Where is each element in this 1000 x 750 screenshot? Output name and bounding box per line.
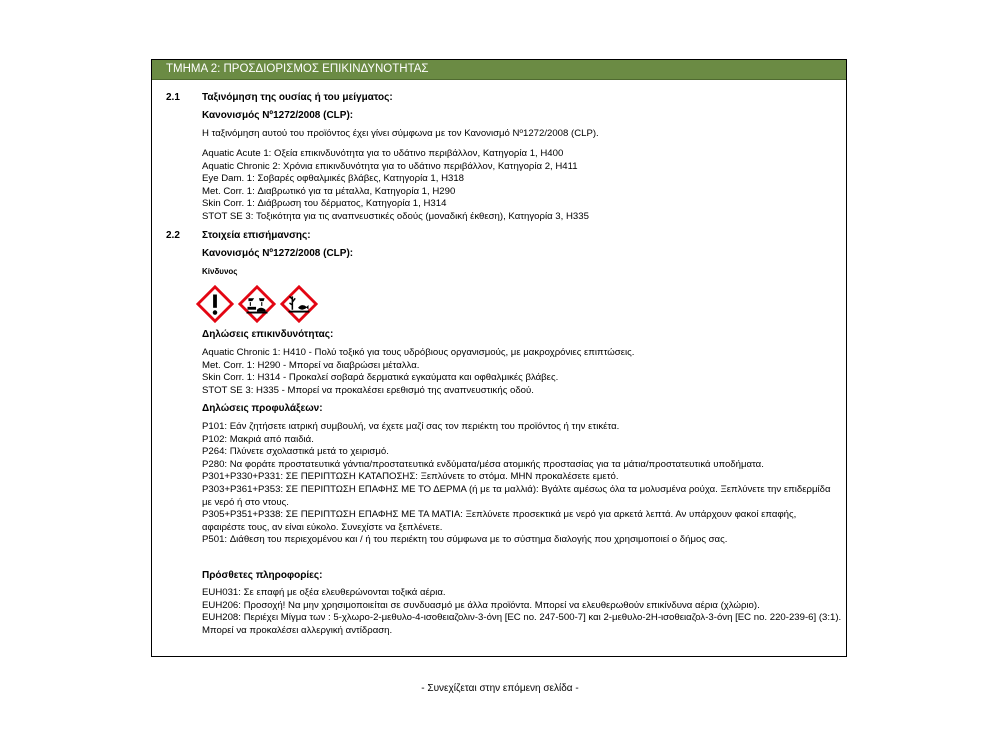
list-item: Met. Corr. 1: H290 - Μπορεί να διαβρώσει μέταλλα. (202, 359, 420, 371)
continue-note: - Συνεχίζεται στην επόμενη σελίδα - (421, 683, 579, 694)
corrosion-icon (238, 285, 276, 323)
precaution-heading: Δηλώσεις προφυλάξεων: (202, 403, 323, 414)
additional-info (202, 587, 842, 637)
list-item: STOT SE 3: H335 - Μπορεί να προκαλέσει ερεθισμό της αναπνευστικής οδού. (202, 384, 534, 396)
signal-word: Κίνδυνος (202, 267, 238, 276)
s21-regulation: Κανονισμός Νº1272/2008 (CLP): (202, 110, 354, 121)
s22-number: 2.2 (166, 230, 180, 241)
s21-title: Ταξινόμηση της ουσίας ή του μείγματος: (202, 92, 393, 103)
list-item: Aquatic Chronic 1: H410 - Πολύ τοξικό για τους υδρόβιους οργανισμούς, με μακροχρόνιες επιπτώσεις. (202, 347, 635, 358)
s22-title: Στοιχεία επισήμανσης: (202, 230, 311, 241)
section-header: ΤΜΗΜΑ 2: ΠΡΟΣΔΙΟΡΙΣΜΟΣ ΕΠΙΚΙΝΔΥΝΟΤΗΤΑΣ (152, 60, 846, 80)
list-item: EUH208: Περιέχει Μίγμα των : 5-χλωρο-2-μεθυλο-4-ισοθειαζολιν-3-όνη [EC no. 247-500-7] και 2-μεθυλο-2Η-ισοθειαζολ-3-όνη [EC no. 220-239-6] (3:1). Μπορεί να προκαλέσει αλλεργική αντίδραση. (202, 612, 842, 636)
list-item: Aquatic Acute 1: Οξεία επικινδυνότητα για το υδάτινο περιβάλλον, Κατηγορία 1, H400 (202, 148, 564, 159)
list-item: EUH206: Προσοχή! Να μην χρησιμοποιείται σε συνδυασμό με άλλα προϊόντα. Μπορεί να ελευθερωθούν επικίνδυνα αέρια (χλώριο). (202, 599, 760, 611)
list-item: P305+P351+P338: ΣΕ ΠΕΡΙΠΤΩΣΗ ΕΠΑΦΗΣ ΜΕ ΤΑ ΜΑΤΙΑ: Ξεπλύνετε προσεκτικά με νερό για αρκετά λεπτά. Αν υπάρχουν φακοί επαφής, αφαιρέστε τους, αν είναι εύκολο. Συνεχίστε να ξεπλένετε. (202, 509, 797, 533)
hazard-heading: Δηλώσεις επικινδυνότητας: (202, 329, 334, 340)
precautionary-statements (202, 421, 842, 547)
list-item: Met. Corr. 1: Διαβρωτικό για τα μέταλλα, Κατηγορία 1, H290 (202, 185, 456, 197)
list-item: P303+P361+P353: ΣΕ ΠΕΡΙΠΤΩΣΗ ΕΠΑΦΗΣ ΜΕ ΤΟ ΔΕΡΜΑ (ή με τα μαλλιά): Βγάλτε αμέσως όλα τα μολυσμένα ρούχα. Ξεπλύνετε την επιδερμίδα με νερό ή στο ντους. (202, 483, 831, 508)
exclamation-icon (196, 285, 234, 323)
list-item: Skin Corr. 1: Διάβρωση του δέρματος, Κατηγορία 1, H314 (202, 198, 447, 210)
hazard-statements (202, 347, 634, 397)
s21-classes (202, 148, 589, 224)
list-item: P101: Εάν ζητήσετε ιατρική συμβουλή, να έχετε μαζί σας τον περιέκτη του προϊόντος ή την ετικέτα. (202, 421, 620, 432)
list-item: P102: Μακριά από παιδιά. (202, 433, 314, 445)
ghs-pictograms (196, 285, 318, 325)
list-item: P501: Διάθεση του περιεχομένου και / ή του περιέκτη του σύμφωνα με το σύστημα διαλογής που χρησιμοποιεί ο δήμος σας. (202, 534, 728, 546)
list-item: Aquatic Chronic 2: Χρόνια επικινδυνότητα για το υδάτινο περιβάλλον, Κατηγορία 2, H411 (202, 160, 578, 172)
section-2-frame (151, 59, 847, 657)
list-item: P280: Να φοράτε προστατευτικά γάντια/προστατευτικά ενδύματα/μέσα ατομικής προστασίας για τα μάτια/προστατευτικά υποδήματα. (202, 458, 764, 470)
environment-icon (280, 285, 318, 323)
s22-regulation: Κανονισμός Νº1272/2008 (CLP): (202, 248, 354, 259)
s21-intro: Η ταξινόμηση αυτού του προϊόντος έχει γίνει σύμφωνα με τον Κανονισμό Νº1272/2008 (CLP). (202, 128, 599, 139)
list-item: P264: Πλύνετε σχολαστικά μετά το χειρισμό. (202, 446, 389, 458)
s21-number: 2.1 (166, 92, 180, 103)
list-item: EUH031: Σε επαφή με οξέα ελευθερώνονται τοξικά αέρια. (202, 587, 446, 598)
list-item: STOT SE 3: Τοξικότητα για τις αναπνευστικές οδούς (μοναδική έκθεση), Κατηγορία 3, H335 (202, 210, 589, 222)
list-item: Skin Corr. 1: H314 - Προκαλεί σοβαρά δερματικά εγκαύματα και οφθαλμικές βλάβες. (202, 372, 559, 384)
list-item: P301+P330+P331: ΣΕ ΠΕΡΙΠΤΩΣΗ ΚΑΤΑΠΟΣΗΣ: Ξεπλύνετε το στόμα. ΜΗΝ προκαλέσετε εμετό. (202, 471, 619, 483)
list-item: Eye Dam. 1: Σοβαρές οφθαλμικές βλάβες, Κατηγορία 1, H318 (202, 173, 465, 185)
additional-heading: Πρόσθετες πληροφορίες: (202, 570, 323, 581)
